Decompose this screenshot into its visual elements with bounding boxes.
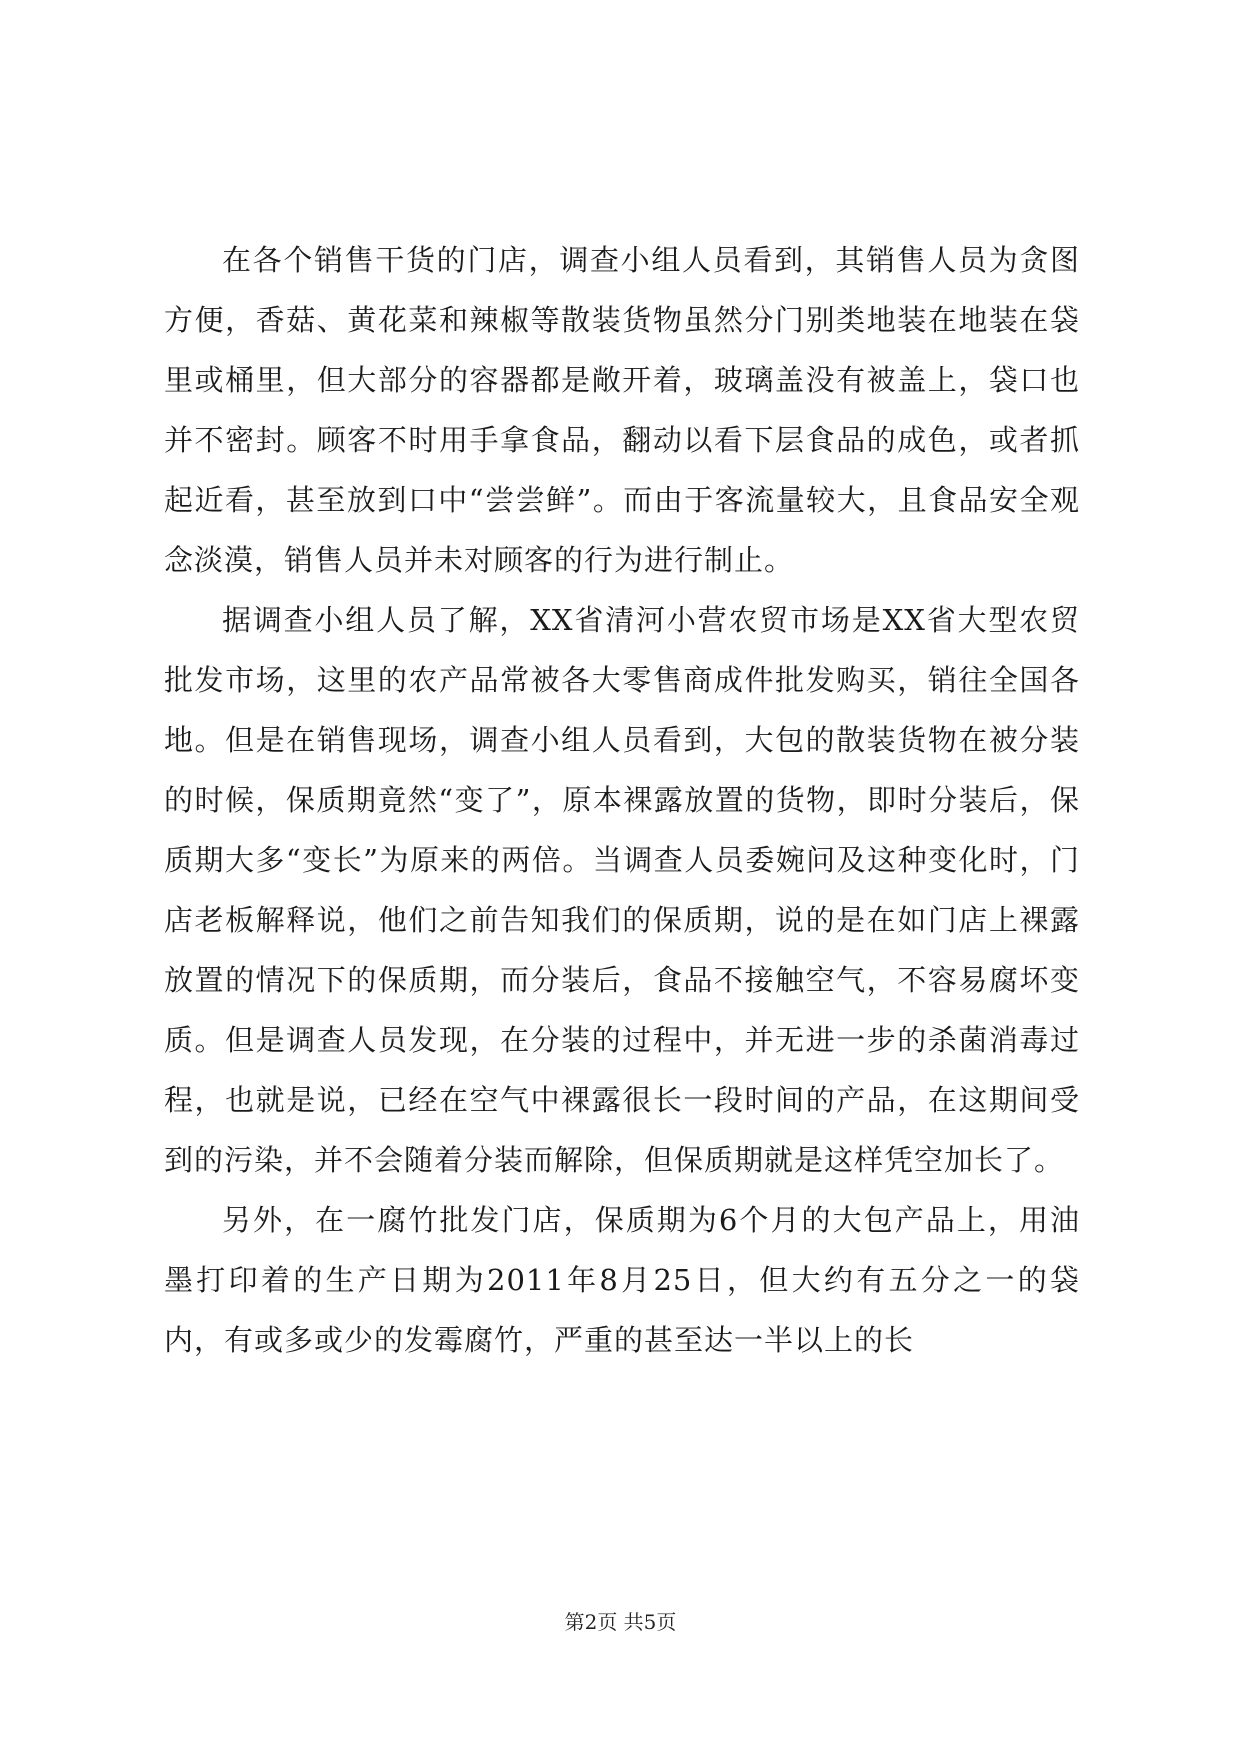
paragraph-1: 在各个销售干货的门店，调查小组人员看到，其销售人员为贪图方便，香菇、黄花菜和辣椒等散装货物虽然分门别类地装在地装在袋里或桶里，但大部分的容器都是敞开着，玻璃盖没有被盖上，袋口也并不密封。顾客不时用手拿食品，翻动以看下层食品的成色，或者抓起近看，甚至放到口中“尝尝鲜”。而由于客流量较大，且食品安全观念淡漠，销售人员并未对顾客的行为进行制止。 xyxy=(164,243,1080,577)
paragraph-3: 另外，在一腐竹批发门店，保质期为6个月的大包产品上，用油墨打印着的生产日期为2011年8月25日，但大约有五分之一的袋内，有或多或少的发霉腐竹，严重的甚至达一半以上的长 xyxy=(164,1203,1080,1357)
document-body xyxy=(164,230,1080,1370)
paragraph-2: 据调查小组人员了解，XX省清河小营农贸市场是XX省大型农贸批发市场，这里的农产品常被各大零售商成件批发购买，销往全国各地。但是在销售现场，调查小组人员看到，大包的散装货物在被分装的时候，保质期竟然“变了”，原本裸露放置的货物，即时分装后，保质期大多“变长”为原来的两倍。当调查人员委婉问及这种变化时，门店老板解释说，他们之前告知我们的保质期，说的是在如门店上裸露放置的情况下的保质期，而分装后，食品不接触空气，不容易腐坏变质。但是调查人员发现，在分装的过程中，并无进一步的杀菌消毒过程，也就是说，已经在空气中裸露很长一段时间的产品，在这期间受到的污染，并不会随着分装而解除，但保质期就是这样凭空加长了。 xyxy=(164,603,1080,1177)
page-footer: 第2页 共5页 xyxy=(564,1610,677,1634)
